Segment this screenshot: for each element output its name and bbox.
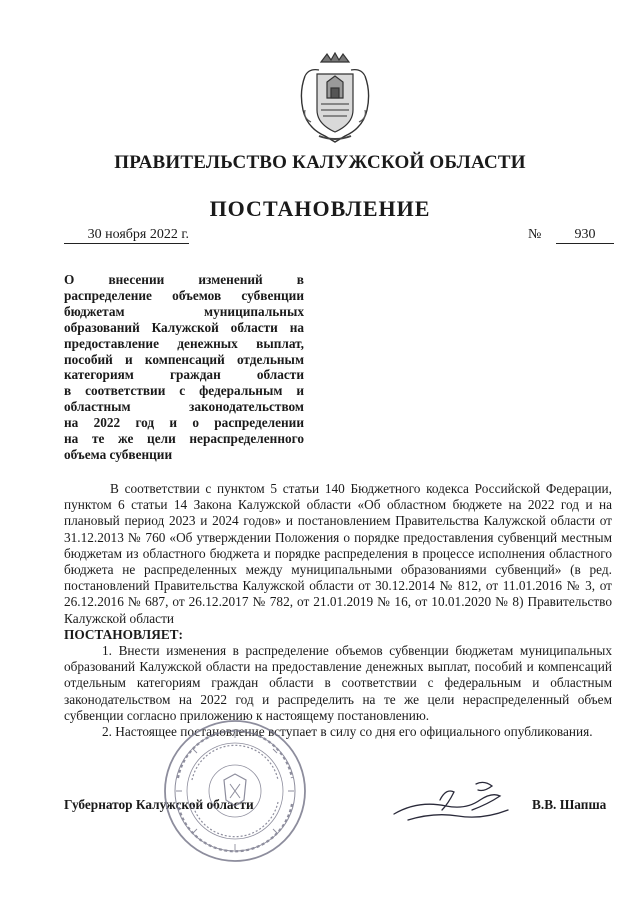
signature-icon: [388, 770, 516, 828]
subject-line: пособий и компенсаций отдельным: [64, 351, 304, 367]
subject-line: на 2022 год и о распределении: [64, 415, 304, 431]
subject-line: образований Калужской области на: [64, 319, 304, 335]
subject-line: в соответствии с федеральным и: [64, 383, 304, 399]
document-type: ПОСТАНОВЛЕНИЕ: [209, 196, 431, 221]
document-date: 30 ноября 2022 г.: [64, 227, 189, 244]
signer-role: Губернатор Калужской области: [64, 797, 254, 812]
decree-item-1: 1. Внести изменения в распределение объемов субвенции бюджетам муниципальных образований Калужской области на предоставление денежных выплат, пособий и компенсаций отдельным категориям граждан области в соответствии с федеральным и областным законодательством на 2022 год и распределить на те же цели нераспределенный объем субвенции согласно приложению к настоящему постановлению.: [64, 643, 612, 723]
subject-line: категориям граждан области: [64, 367, 304, 383]
subject-line: на те же цели нераспределенного: [64, 431, 304, 447]
subject-block: [64, 272, 304, 463]
official-seal-icon: [162, 718, 308, 864]
subject-line: распределение объемов субвенции: [64, 287, 304, 303]
document-number: 930: [556, 227, 614, 244]
preamble-text: В соответствии с пунктом 5 статьи 140 Бюджетного кодекса Российской Федерации, пунктом 6 статьи 14 Закона Калужской области «Об областном бюджете на 2022 год и на плановый период 2023 и 2024 годов» и постановлением Правительства Калужской области от 31.12.2013 № 760 «Об утверждении Положения о порядке предоставления субвенций местным бюджетам из областного бюджета и порядке распределения в процессе исполнения областного бюджета не распределенных между муниципальными образованиями субвенций» (в ред. постановлений Правительства Калужской области от 30.12.2014 № 812, от 11.01.2016 № 3, от 26.12.2016 № 687, от 26.12.2017 № 782, от 21.01.2019 № 16, от 10.01.2020 № 8) Правительство Калужской области: [64, 481, 612, 626]
government-title: ПРАВИТЕЛЬСТВО КАЛУЖСКОЙ ОБЛАСТИ: [114, 152, 526, 173]
subject-line: О внесении изменений в: [64, 272, 304, 287]
decree-word: ПОСТАНОВЛЯЕТ:: [64, 626, 183, 642]
subject-line: объема субвенции: [64, 446, 173, 462]
subject-line: бюджетам муниципальных: [64, 303, 304, 319]
signer-name: В.В. Шапша: [532, 797, 607, 812]
decree-item-2: 2. Настоящее постановление вступает в силу со дня его официального опубликования.: [102, 724, 593, 740]
subject-line: областным законодательством: [64, 399, 304, 415]
decree-body: [64, 481, 612, 740]
coat-of-arms-icon: [297, 52, 373, 144]
number-label: №: [528, 227, 542, 242]
subject-line: предоставление денежных выплат,: [64, 335, 304, 351]
preamble-paragraph: [64, 481, 612, 643]
